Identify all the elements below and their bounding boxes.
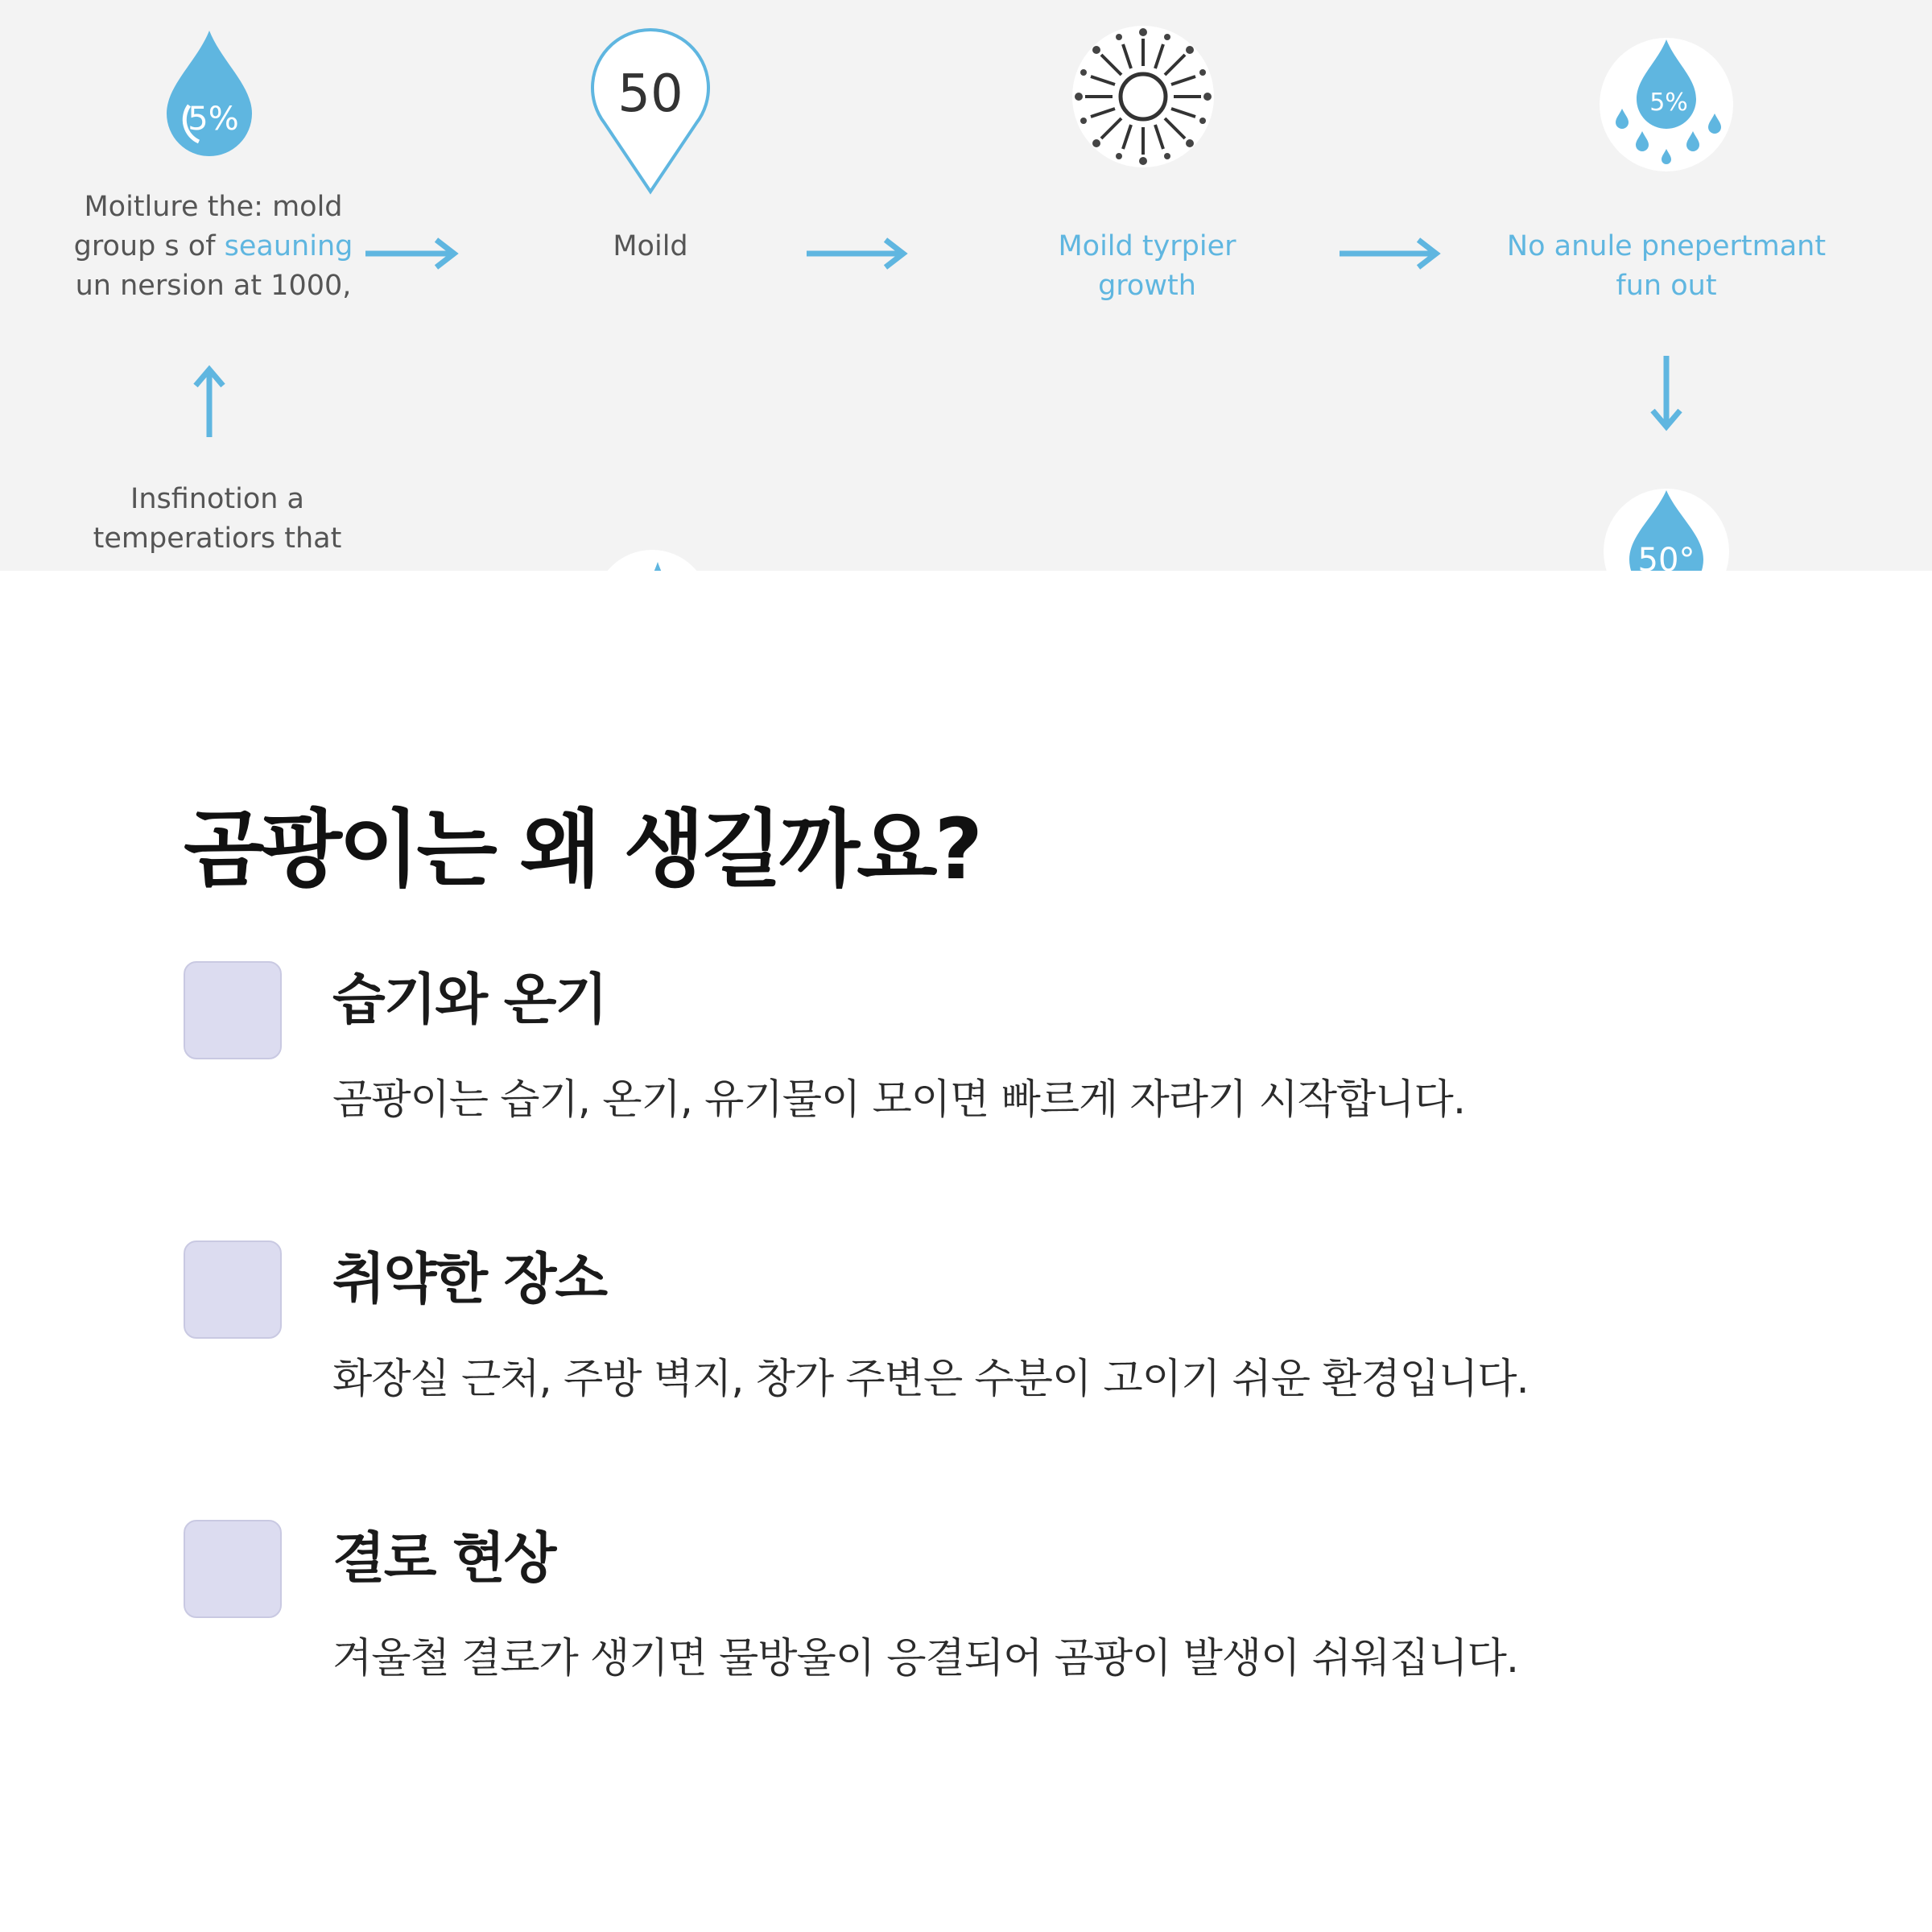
- water-drop-icon: [592, 547, 712, 571]
- drop-label: 5%: [188, 101, 239, 138]
- sun-burst-icon: [1071, 24, 1216, 169]
- map-pin-icon: [590, 31, 711, 196]
- arrow-right-icon: [805, 233, 910, 274]
- caption-line: Moitlure the: mold: [84, 191, 343, 223]
- step-4-caption: [1493, 227, 1839, 306]
- pin-label: 50: [617, 64, 683, 124]
- water-drop-icon: [1598, 36, 1735, 173]
- caption-line: temperatiors that: [93, 522, 342, 555]
- reason-checkbox[interactable]: [184, 1241, 282, 1339]
- bottom-left-caption: [80, 480, 354, 559]
- reason-description: 곰팡이는 습기, 온기, 유기물이 모이면 빠르게 자라기 시작합니다.: [332, 1076, 1466, 1124]
- reason-item-humidity: [184, 961, 1794, 1162]
- reason-description: 화장실 근처, 주방 벽지, 창가 주변은 수분이 고이기 쉬운 환경입니다.: [332, 1356, 1529, 1403]
- step-2-caption: [570, 227, 731, 266]
- arrow-up-icon: [189, 366, 229, 439]
- reason-title: 결로 현상: [332, 1527, 555, 1591]
- water-drop-icon: [1602, 487, 1731, 579]
- reason-item-condensation: [184, 1520, 1794, 1721]
- caption-line: Moild tyrpier: [1058, 230, 1236, 262]
- caption-line: Moild: [613, 230, 688, 262]
- mold-infographic-banner: [0, 0, 1932, 579]
- caption-line: No anule pnepertmant: [1506, 230, 1827, 262]
- reason-checkbox[interactable]: [184, 1520, 282, 1618]
- drop-label: 50°: [1637, 542, 1695, 579]
- reason-item-vulnerable-places: [184, 1241, 1794, 1442]
- reason-description: 겨울철 결로가 생기면 물방울이 응결되어 곰팡이 발생이 쉬워집니다.: [332, 1635, 1519, 1682]
- arrow-right-icon: [1338, 233, 1443, 274]
- step-1-caption: [48, 188, 378, 306]
- arrow-right-icon: [364, 233, 460, 274]
- caption-line: growth: [1098, 270, 1196, 302]
- water-drop-icon: [165, 29, 254, 158]
- drop-label: 5%: [1649, 89, 1688, 117]
- caption-line: group s of seauning: [73, 230, 353, 262]
- caption-line: un nersion at 1000,: [75, 270, 352, 302]
- caption-line: fun out: [1616, 270, 1717, 302]
- reason-checkbox[interactable]: [184, 961, 282, 1059]
- page-title: 곰팡이는 왜 생길까요?: [184, 800, 980, 898]
- reason-title: 취약한 장소: [332, 1248, 607, 1311]
- step-3-caption: [1010, 227, 1284, 306]
- arrow-down-icon: [1646, 354, 1686, 431]
- caption-line: Insfinotion a: [130, 483, 304, 515]
- reason-title: 습기와 온기: [332, 968, 607, 1032]
